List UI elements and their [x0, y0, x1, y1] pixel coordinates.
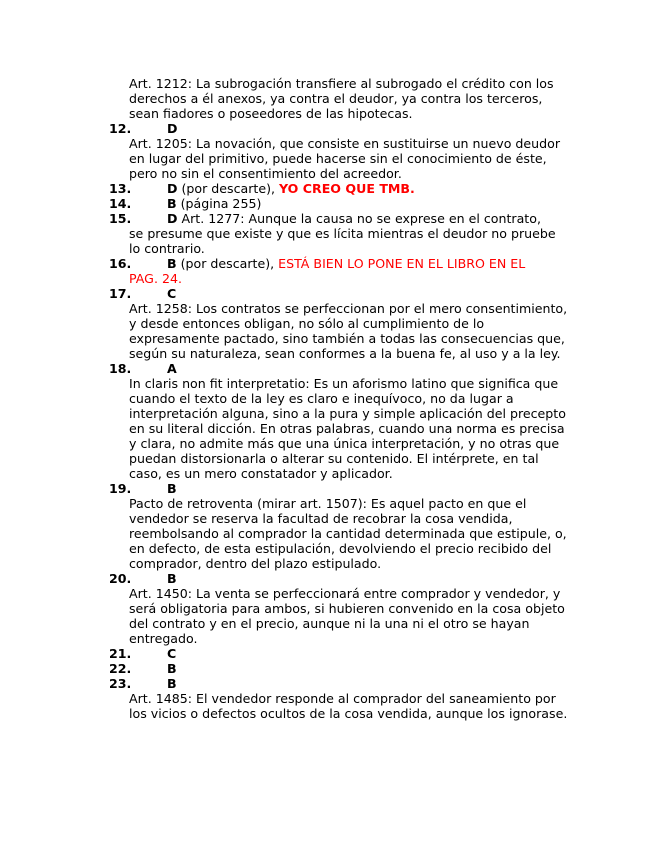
answer-note: Art. 1277: Aunque la causa no se exprese en el contrato, [177, 211, 541, 226]
answer-content [167, 646, 176, 661]
answer-number: 17. [109, 286, 132, 301]
answer-letter: D [167, 181, 178, 196]
answer-number: 15. [109, 211, 132, 226]
answer-letter: D [167, 211, 178, 226]
answer-letter: A [167, 361, 177, 376]
answer-number: 21. [109, 646, 132, 661]
answer-letter: D [167, 121, 178, 136]
answer-content [167, 256, 525, 271]
answer-letter: B [167, 661, 177, 676]
answer-row-22 [0, 661, 655, 676]
answer-row-21 [0, 646, 655, 661]
answer-row-17 [0, 286, 655, 301]
answer-content [167, 361, 177, 376]
answer-note: (por descarte), [176, 256, 279, 271]
red-comment: YO CREO QUE TMB. [279, 181, 415, 196]
answer-row-16 [0, 256, 655, 271]
retroventa-paragraph: Pacto de retroventa (mirar art. 1507): Es aquel pacto en que el vendedor se reserva la facultad de recobrar la cosa vendida, reembolsando al comprador la cantidad determinada que estipule, o, en defecto, de esta estipulación, devolviendo el precio recibido del comprador, dentro del plazo estipulado. [129, 496, 567, 571]
answer-number: 19. [109, 481, 132, 496]
answer-number: 12. [109, 121, 132, 136]
art-1212-paragraph: Art. 1212: La subrogación transfiere al subrogado el crédito con los derechos a él anexos, ya contra el deudor, ya contra los terceros, sean fiadores o poseedores de las hipotecas. [129, 76, 554, 121]
answer-letter: B [167, 196, 177, 211]
answer-row-15 [0, 211, 655, 226]
in-claris-paragraph: In claris non fit interpretatio: Es un aforismo latino que significa que cuando el texto de la ley es claro e inequívoco, no da lugar a interpretación alguna, sino a la pura y simple aplicación del precepto en su literal dicción. En otras palabras, cuando una norma es precisa y clara, no admite más que una única interpretación, y no otras que puedan distorsionarla o alterar su contenido. El intérprete, en tal caso, es un mero constatador y aplicador. [129, 376, 566, 481]
answer-row-19 [0, 481, 655, 496]
answer-row-12 [0, 121, 655, 136]
answer-content [167, 661, 177, 676]
art-1258-paragraph: Art. 1258: Los contratos se perfeccionan por el mero consentimiento, y desde entonces obligan, no sólo al cumplimiento de lo expresamente pactado, sino también a todas las consecuencias que, según su naturaleza, sean conformes a la buena fe, al uso y a la ley. [129, 301, 568, 361]
answer-letter: C [167, 646, 177, 661]
answer-content [167, 286, 176, 301]
answer-note: (por descarte), [177, 181, 279, 196]
answer-letter: C [167, 286, 177, 301]
answer-row-13 [0, 181, 655, 196]
answer-content [167, 676, 177, 691]
red-comment-continuation: PAG. 24. [129, 271, 182, 286]
answer-content [167, 481, 177, 496]
answer-content [167, 571, 177, 586]
answer-content [167, 211, 541, 226]
answer-note: (página 255) [176, 196, 262, 211]
answer-row-20 [0, 571, 655, 586]
answer-content [167, 181, 415, 196]
document-page [0, 76, 655, 721]
answer-row-23 [0, 676, 655, 691]
art-1485-paragraph: Art. 1485: El vendedor responde al comprador del saneamiento por los vicios o defectos ocultos de la cosa vendida, aunque los ignorase. [129, 691, 568, 721]
answer-number: 20. [109, 571, 132, 586]
red-comment-continuation-line [0, 271, 655, 286]
answer-number: 16. [109, 256, 132, 271]
answer-number: 18. [109, 361, 132, 376]
answer-row-18 [0, 361, 655, 376]
answer-content [167, 121, 177, 136]
art-1205-paragraph: Art. 1205: La novación, que consiste en sustituirse un nuevo deudor en lugar del primitivo, puede hacerse sin el conocimiento de éste, pero no sin el consentimiento del acreedor. [129, 136, 561, 181]
answer-content [167, 196, 261, 211]
red-comment: ESTÁ BIEN LO PONE EN EL LIBRO EN EL [278, 256, 526, 271]
art-1450-paragraph: Art. 1450: La venta se perfeccionará entre comprador y vendedor, y será obligatoria para ambos, si hubieren convenido en la cosa objeto del contrato y en el precio, aunque ni la una ni el otro se hayan entregado. [129, 586, 565, 646]
answer-letter: B [167, 256, 177, 271]
answer-letter: B [167, 676, 177, 691]
answer-number: 22. [109, 661, 132, 676]
answer-number: 13. [109, 181, 132, 196]
answer-letter: B [167, 571, 177, 586]
art-1277-continuation: se presume que existe y que es lícita mientras el deudor no pruebe lo contrario. [129, 226, 556, 256]
answer-row-14 [0, 196, 655, 211]
answer-number: 14. [109, 196, 132, 211]
answer-letter: B [167, 481, 177, 496]
answer-number: 23. [109, 676, 132, 691]
